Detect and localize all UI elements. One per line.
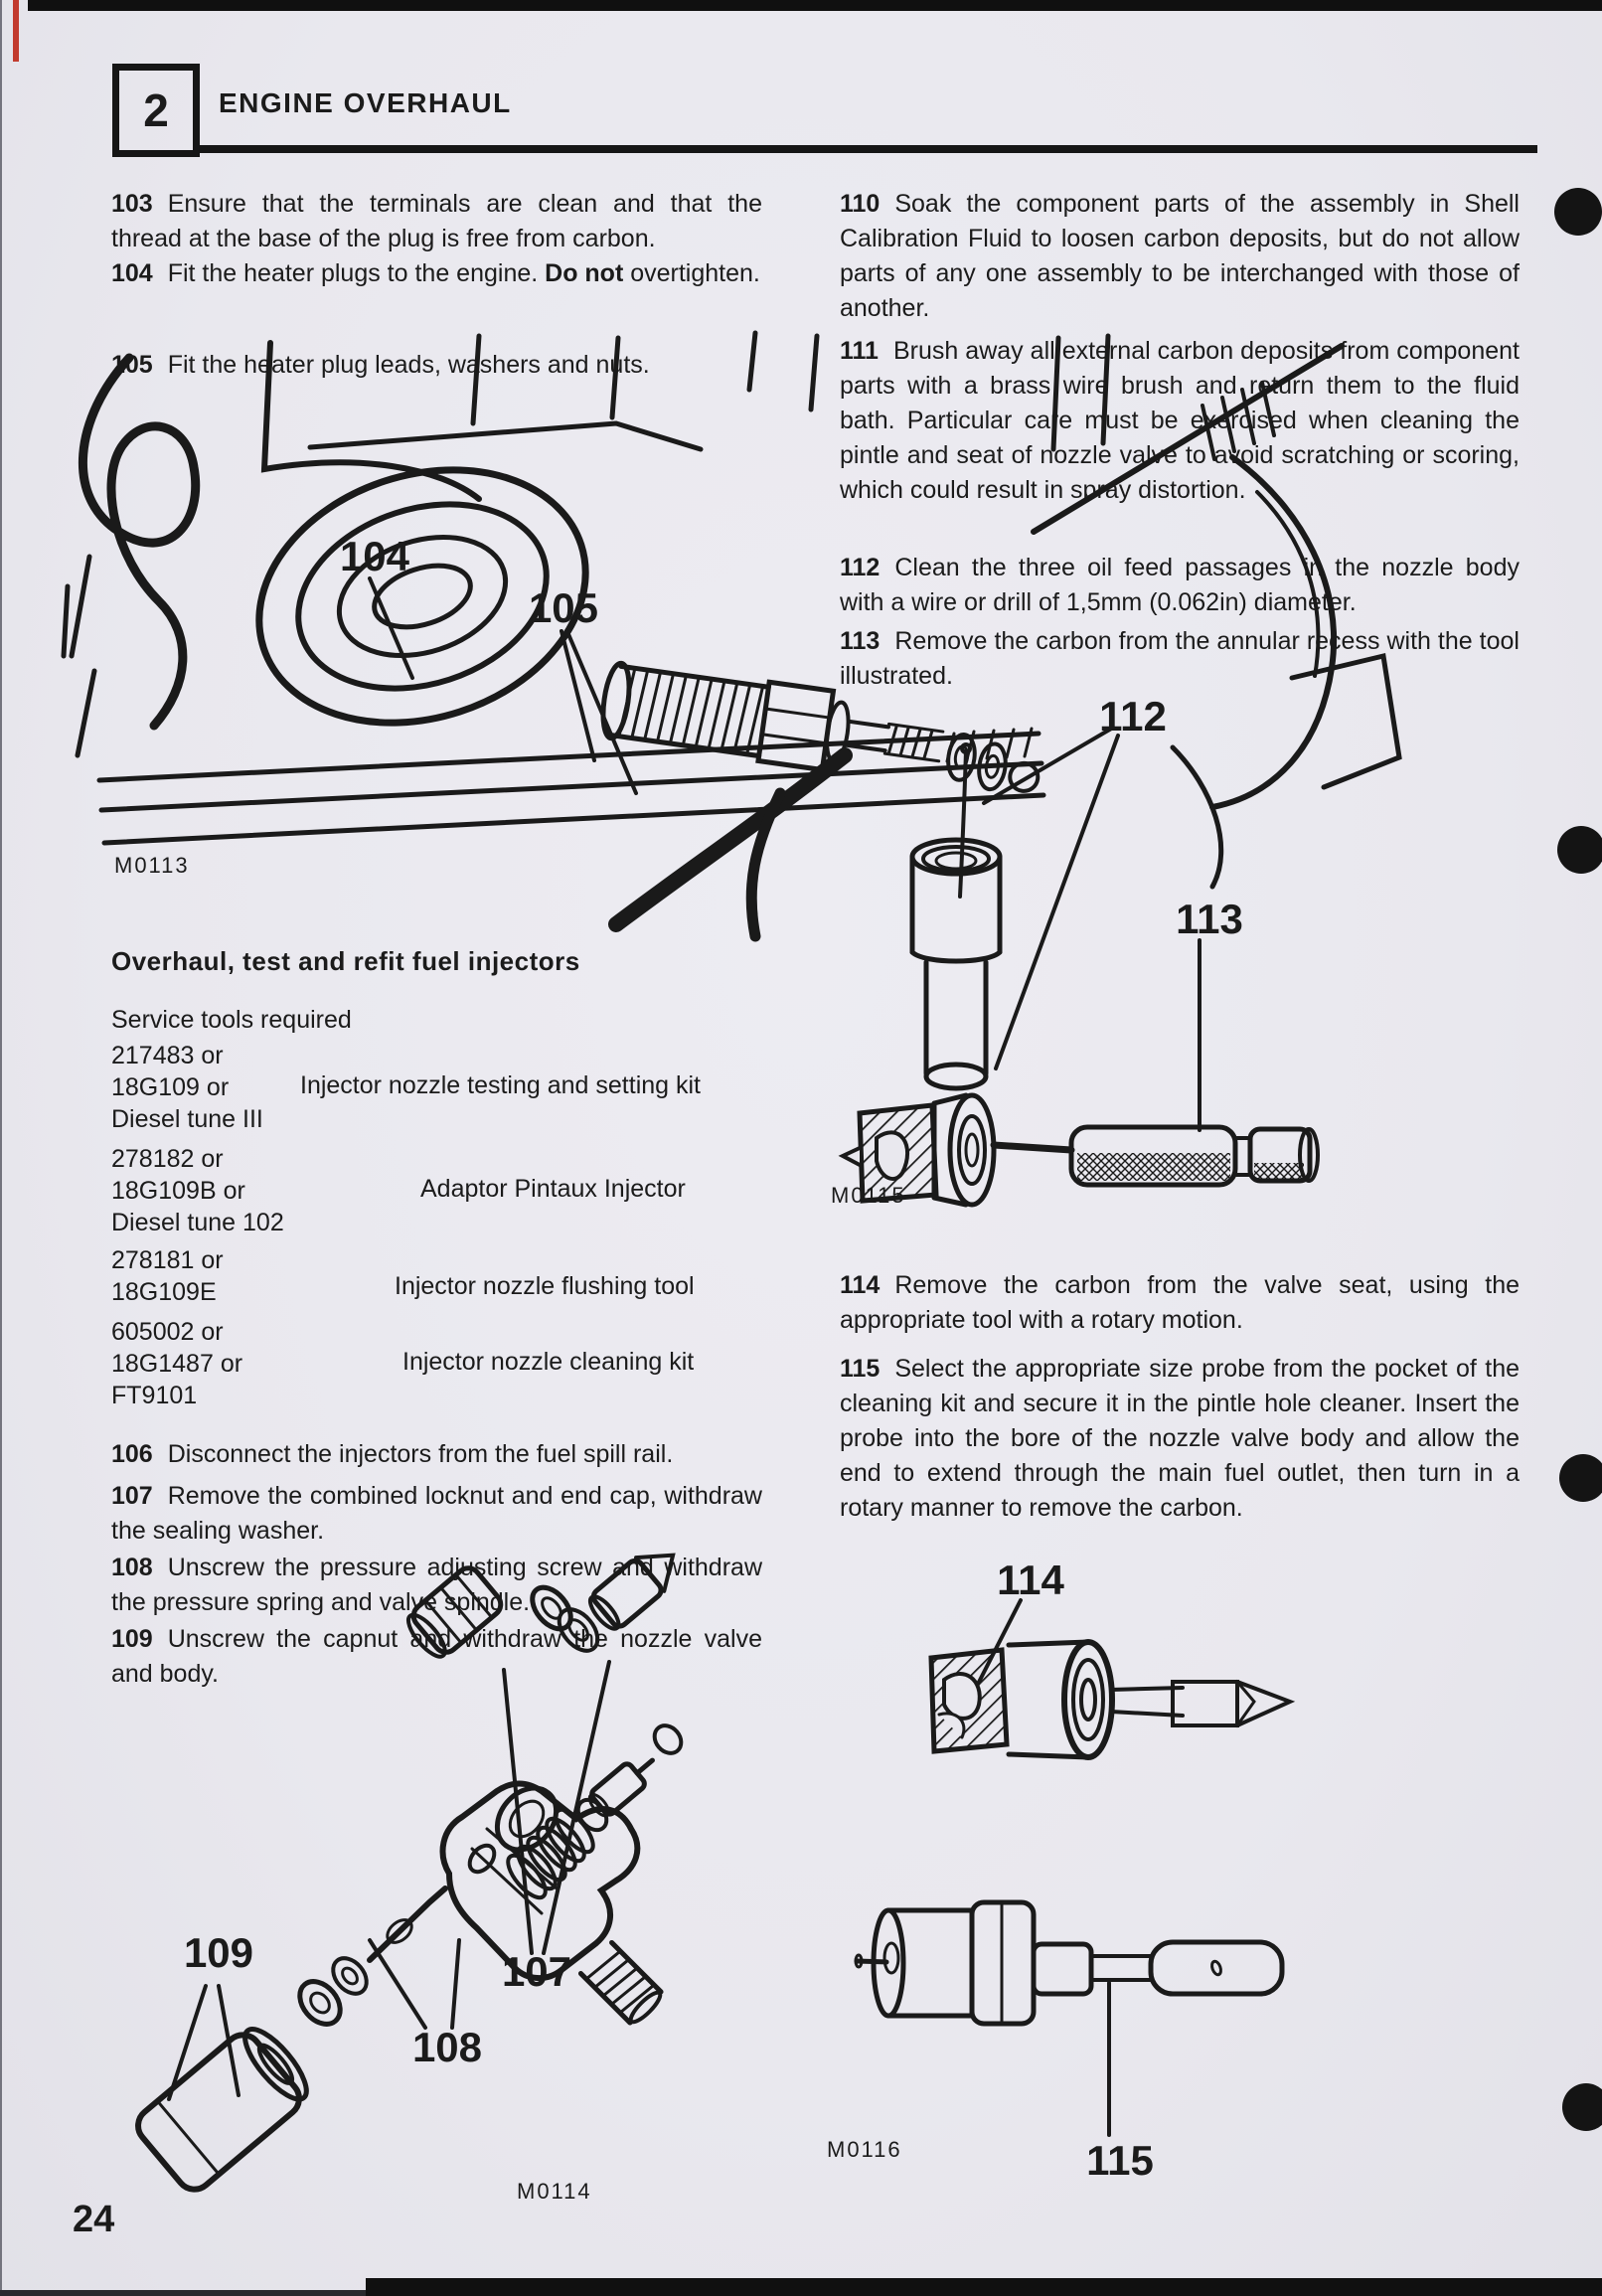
paragraph-number: 105: [111, 351, 153, 379]
registration-dot: [1559, 1454, 1602, 1502]
paragraph-number: 112: [840, 554, 881, 581]
paragraph-111: [840, 334, 1520, 508]
paragraph-103: [111, 187, 762, 256]
paragraph-text: Clean the three oil feed passages in the nozzle body with a wire or drill of 1,5mm (0.062in) diameter.: [840, 554, 1520, 616]
tool-code: 278181 or: [111, 1246, 224, 1274]
figure-code-m0113: M0113: [114, 853, 190, 878]
paragraph-text: Select the appropriate size probe from the pocket of the cleaning kit and secure it in the pintle hole cleaner. Insert the probe into the bore of the nozzle valve body and allow the end to extend through the main fuel outlet, then turn in a rotary manner to remove the carbon.: [840, 1355, 1520, 1522]
section-heading: Overhaul, test and refit fuel injectors: [111, 946, 580, 976]
registration-dot: [1554, 188, 1602, 236]
paragraph-110: [840, 187, 1520, 326]
paragraph-number: 113: [840, 627, 881, 655]
figure-code-m0115: M0115: [831, 1183, 906, 1208]
section-number: 2: [143, 84, 169, 136]
figure-code-m0116: M0116: [827, 2137, 902, 2162]
tool-code: 18G109 or: [111, 1073, 230, 1101]
tool-code: 278182 or: [111, 1145, 224, 1173]
paragraph-number: 104: [111, 259, 153, 287]
tool-code: Diesel tune III: [111, 1105, 263, 1133]
paragraph-text: Fit the heater plugs to the engine.: [167, 259, 546, 287]
paragraph-number: 111: [840, 337, 879, 365]
paragraph-text: Fit the heater plug leads, washers and nuts.: [167, 351, 650, 379]
paragraph-number: 103: [111, 190, 153, 218]
figure-callout-112: 112: [1099, 693, 1167, 739]
figure-code-m0114: M0114: [517, 2179, 592, 2204]
figure-callout-108: 108: [411, 2024, 483, 2070]
paragraph-number: 115: [840, 1355, 881, 1383]
paragraph-bold-text: Do not: [545, 259, 624, 287]
tool-name: Injector nozzle flushing tool: [395, 1272, 695, 1300]
paragraph-number: 107: [111, 1482, 153, 1510]
figure-m0116-illustration: [845, 1531, 1421, 2207]
paragraph-text: Remove the carbon from the annular recess with the tool illustrated.: [840, 627, 1520, 690]
paragraph-text: Remove the carbon from the valve seat, using the appropriate tool with a rotary motion.: [840, 1271, 1520, 1334]
paragraph-number: 108: [111, 1554, 153, 1581]
figure-callout-104: 104: [339, 533, 410, 579]
paragraph-text: overtighten.: [623, 259, 760, 287]
paragraph-number: 110: [840, 190, 881, 218]
tool-code: 605002 or: [111, 1318, 224, 1346]
figure-callout-107: 107: [501, 1948, 572, 1995]
paragraph-114: [840, 1268, 1520, 1338]
section-number-box: [112, 64, 200, 157]
red-edge-mark: [13, 0, 19, 62]
page-number: 24: [73, 2199, 115, 2240]
scan-top-bar: [28, 0, 1602, 11]
figure-callout-105: 105: [528, 584, 599, 631]
registration-dot: [1562, 2083, 1602, 2131]
page-title: ENGINE OVERHAUL: [219, 87, 512, 118]
paragraph-106: [111, 1437, 762, 1472]
tool-code: FT9101: [111, 1382, 198, 1409]
figure-m0113-illustration: [60, 328, 795, 904]
paragraph-number: 106: [111, 1440, 153, 1468]
paragraph-number: 109: [111, 1625, 153, 1653]
tool-code: 18G1487 or: [111, 1350, 243, 1378]
figure-callout-109: 109: [183, 1929, 254, 1976]
paragraph-112: [840, 551, 1520, 620]
paragraph-text: Unscrew the pressure adjusting screw and withdraw the pressure spring and valve spindle.: [111, 1554, 762, 1616]
figure-callout-114: 114: [997, 1557, 1064, 1603]
scan-bottom-bar: [366, 2278, 1602, 2296]
tool-name: Adaptor Pintaux Injector: [420, 1175, 686, 1203]
paragraph-number: 114: [840, 1271, 881, 1299]
tool-code: 217483 or: [111, 1042, 224, 1069]
scan-left-edge: [0, 0, 2, 2296]
paragraph-text: Ensure that the terminals are clean and that the thread at the base of the plug is free from carbon.: [111, 190, 762, 252]
tool-code: Diesel tune 102: [111, 1209, 284, 1236]
figure-m0114-illustration: [60, 1531, 835, 2266]
paragraph-104: [111, 256, 762, 291]
header-rule: [199, 145, 1537, 153]
paragraph-text: Soak the component parts of the assembly in Shell Calibration Fluid to loosen carbon deposits, but do not allow parts of any one assembly to be interchanged with those of another.: [840, 190, 1520, 322]
registration-dot: [1557, 826, 1602, 874]
tool-code: 18G109E: [111, 1278, 217, 1306]
paragraph-text: Remove the combined locknut and end cap, withdraw the sealing washer.: [111, 1482, 762, 1545]
tools-title: Service tools required: [111, 1006, 352, 1034]
tool-code: 18G109B or: [111, 1177, 245, 1205]
figure-callout-113: 113: [1176, 896, 1243, 942]
tool-name: Injector nozzle testing and setting kit: [300, 1071, 702, 1099]
paragraph-text: Brush away all external carbon deposits from component parts with a brass wire brush and return them to the fluid bath. Particular care must be exercised when cleaning the pintle and seat of nozzle valve to avoid scratching or scoring, which could result in spray distortion.: [840, 337, 1520, 504]
figure-callout-115: 115: [1086, 2137, 1154, 2184]
paragraph-text: Disconnect the injectors from the fuel spill rail.: [167, 1440, 674, 1468]
tool-name: Injector nozzle cleaning kit: [402, 1348, 695, 1376]
paragraph-115: [840, 1352, 1520, 1526]
paragraph-text: Unscrew the capnut and withdraw the nozzle valve and body.: [111, 1625, 762, 1688]
